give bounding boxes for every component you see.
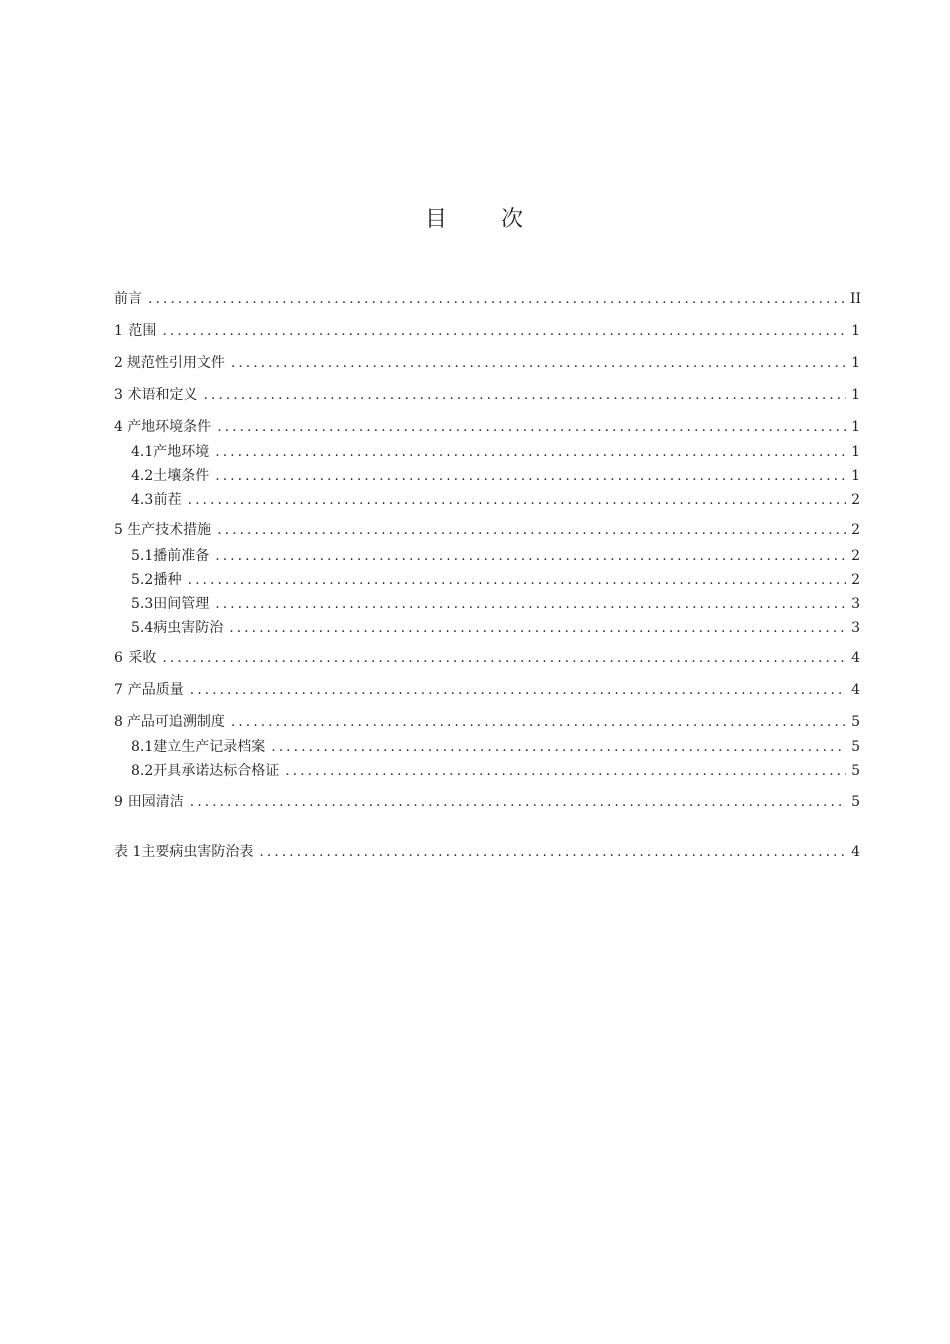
toc-entry-text: 播前准备 (153, 548, 210, 564)
toc-page-number: 1 (851, 323, 860, 339)
toc-entry-text: 病虫害防治 (153, 620, 224, 636)
toc-entry-5[interactable] (114, 520, 860, 540)
toc-entry-7[interactable] (114, 680, 860, 700)
toc-entry-text: 规范性引用文件 (126, 355, 225, 371)
toc-entry-text: 术语和定义 (127, 387, 198, 403)
title-char-1: 目 (424, 207, 449, 232)
toc-leader-dots (215, 466, 846, 486)
toc-leader-dots (217, 417, 846, 437)
toc-entry-text: 播种 (153, 572, 182, 588)
toc-entry-text: 田园清洁 (127, 794, 184, 810)
toc-entry-text: 土壤条件 (153, 468, 210, 484)
toc-entry-number: 4.2 (131, 468, 154, 484)
toc-page-number: 2 (851, 492, 860, 508)
toc-page-number: 2 (851, 548, 860, 564)
toc-leader-dots (231, 712, 846, 732)
toc-page-number: 1 (851, 355, 860, 371)
toc-entry-text: 产地环境条件 (127, 419, 212, 435)
toc-leader-dots (148, 289, 846, 309)
toc-entry-5-1[interactable] (131, 546, 860, 566)
toc-entry-9[interactable] (114, 792, 860, 812)
toc-entry-number: 8.2 (131, 763, 154, 779)
toc-leader-dots (162, 648, 846, 668)
toc-entry-4-1[interactable] (131, 442, 860, 462)
toc-entry-number: 1 (114, 323, 123, 339)
toc-page-number: 5 (851, 714, 860, 730)
toc-leader-dots (190, 680, 846, 700)
toc-leader-dots (162, 321, 846, 341)
toc-page-number: 3 (851, 596, 860, 612)
toc-entry-number: 4.3 (131, 492, 154, 508)
toc-entry-text: 前茬 (153, 492, 182, 508)
toc-leader-dots (231, 353, 846, 373)
toc-entry-text: 田间管理 (153, 596, 210, 612)
toc-entry-number: 5.2 (131, 572, 154, 588)
toc-entry-5-4[interactable] (131, 618, 860, 638)
toc-entry-number: 3 (114, 387, 123, 403)
toc-leader-dots (190, 792, 846, 812)
toc-entry-1[interactable] (114, 321, 860, 341)
title-char-2: 次 (501, 207, 526, 232)
toc-entry-5-3[interactable] (131, 594, 860, 614)
toc-entry-number: 8 (114, 714, 123, 730)
toc-leader-dots (217, 520, 846, 540)
toc-page-number: 4 (851, 844, 860, 860)
toc-leader-dots (285, 761, 846, 781)
toc-entry-number: 5.3 (131, 596, 154, 612)
toc-entry-number: 5.1 (131, 548, 154, 564)
toc-entry-number: 9 (114, 794, 123, 810)
toc-entry-text: 范围 (128, 323, 157, 339)
toc-entry-text: 生产技术措施 (127, 522, 212, 538)
toc-page-number: 4 (851, 682, 860, 698)
toc-entry-6[interactable] (114, 648, 860, 668)
toc-entry-4-2[interactable] (131, 466, 860, 486)
toc-entry-text: 采收 (128, 650, 157, 666)
toc-leader-dots (188, 490, 846, 510)
toc-page-number: II (850, 291, 862, 307)
toc-entry-text: 前言 (114, 291, 142, 307)
toc-leader-dots (259, 842, 846, 862)
toc-entry-table-1[interactable] (114, 842, 860, 862)
toc-entry-3[interactable] (114, 385, 860, 405)
toc-entry-number: 8.1 (131, 739, 154, 755)
toc-page-number: 5 (851, 794, 860, 810)
toc-entry-text: 开具承诺达标合格证 (153, 763, 280, 779)
toc-leader-dots (215, 442, 846, 462)
toc-entry-4[interactable] (114, 417, 860, 437)
toc-page-number: 1 (851, 387, 860, 403)
toc-entry-number: 7 (114, 682, 123, 698)
toc-page-number: 1 (851, 444, 860, 460)
toc-leader-dots (203, 385, 846, 405)
toc-leader-dots (229, 618, 846, 638)
toc-entry-text: 主要病虫害防治表 (141, 844, 254, 860)
toc-page-number: 4 (851, 650, 860, 666)
toc-entry-text: 产地环境 (153, 444, 210, 460)
toc-entry-foreword[interactable] (114, 289, 860, 309)
toc-leader-dots (215, 546, 846, 566)
toc-entry-text: 产品质量 (127, 682, 184, 698)
toc-page-number: 1 (851, 468, 860, 484)
toc-entry-5-2[interactable] (131, 570, 860, 590)
toc-entry-text: 产品可追溯制度 (126, 714, 225, 730)
toc-entry-2[interactable] (114, 353, 860, 373)
toc-page-number: 2 (851, 522, 860, 538)
toc-entry-text: 建立生产记录档案 (153, 739, 266, 755)
toc-page-number: 3 (851, 620, 860, 636)
toc-page-number: 1 (851, 419, 860, 435)
toc-leader-dots (188, 570, 846, 590)
toc-entry-number: 5.4 (131, 620, 154, 636)
toc-entry-number: 6 (114, 650, 123, 666)
toc-entry-number: 5 (114, 522, 123, 538)
toc-entry-number: 2 (114, 355, 123, 371)
toc-entry-8-2[interactable] (131, 761, 860, 781)
page-title (0, 202, 950, 233)
toc-entry-number: 4 (114, 419, 123, 435)
toc-page-number: 5 (851, 739, 860, 755)
toc-entry-number: 4.1 (131, 444, 154, 460)
toc-entry-4-3[interactable] (131, 490, 860, 510)
toc-entry-8[interactable] (114, 712, 860, 732)
toc-entry-number: 表 1 (114, 844, 142, 860)
toc-page-number: 5 (851, 763, 860, 779)
toc-entry-8-1[interactable] (131, 737, 860, 757)
toc-page-number: 2 (851, 572, 860, 588)
toc-leader-dots (215, 594, 846, 614)
toc-leader-dots (271, 737, 846, 757)
